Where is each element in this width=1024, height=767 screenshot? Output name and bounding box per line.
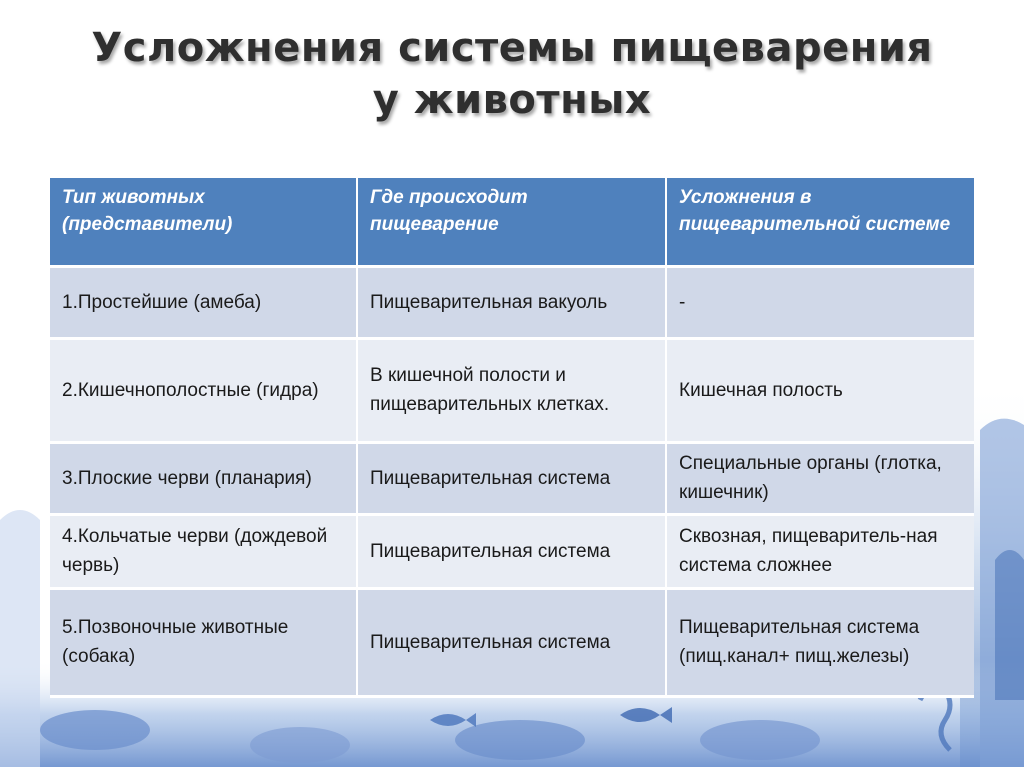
slide-title	[0, 22, 1024, 126]
table-row	[50, 266, 974, 338]
cell-complications: Сквозная, пищеваритель-ная система сложнее	[666, 514, 974, 588]
cell-animal-type: 2.Кишечнополостные (гидра)	[50, 338, 357, 442]
header-complications: Усложнения в пищеварительной системе	[666, 178, 974, 266]
header-digestion-place: Где происходит пищеварение	[357, 178, 666, 266]
digestion-table	[50, 178, 974, 698]
cell-digestion-place: Пищеварительная система	[357, 588, 666, 696]
cell-complications: Специальные органы (глотка, кишечник)	[666, 442, 974, 514]
cell-digestion-place: Пищеварительная система	[357, 442, 666, 514]
title-line-1: Усложнения системы пищеварения	[91, 25, 933, 71]
cell-digestion-place: В кишечной полости и пищеварительных клетках.	[357, 338, 666, 442]
cell-animal-type: 4.Кольчатые черви (дождевой червь)	[50, 514, 357, 588]
table-row	[50, 588, 974, 696]
table-row	[50, 514, 974, 588]
table-header-row	[50, 178, 974, 266]
cell-digestion-place: Пищеварительная система	[357, 514, 666, 588]
table-row	[50, 338, 974, 442]
cell-animal-type: 5.Позвоночные животные (собака)	[50, 588, 357, 696]
cell-complications: -	[666, 266, 974, 338]
title-line-2: у животных	[372, 77, 652, 123]
cell-complications: Кишечная полость	[666, 338, 974, 442]
cell-complications: Пищеварительная система (пищ.канал+ пищ.железы)	[666, 588, 974, 696]
cell-digestion-place: Пищеварительная вакуоль	[357, 266, 666, 338]
header-animal-type: Тип животных (представители)	[50, 178, 357, 266]
table-row	[50, 442, 974, 514]
cell-animal-type: 1.Простейшие (амеба)	[50, 266, 357, 338]
cell-animal-type: 3.Плоские черви (планария)	[50, 442, 357, 514]
